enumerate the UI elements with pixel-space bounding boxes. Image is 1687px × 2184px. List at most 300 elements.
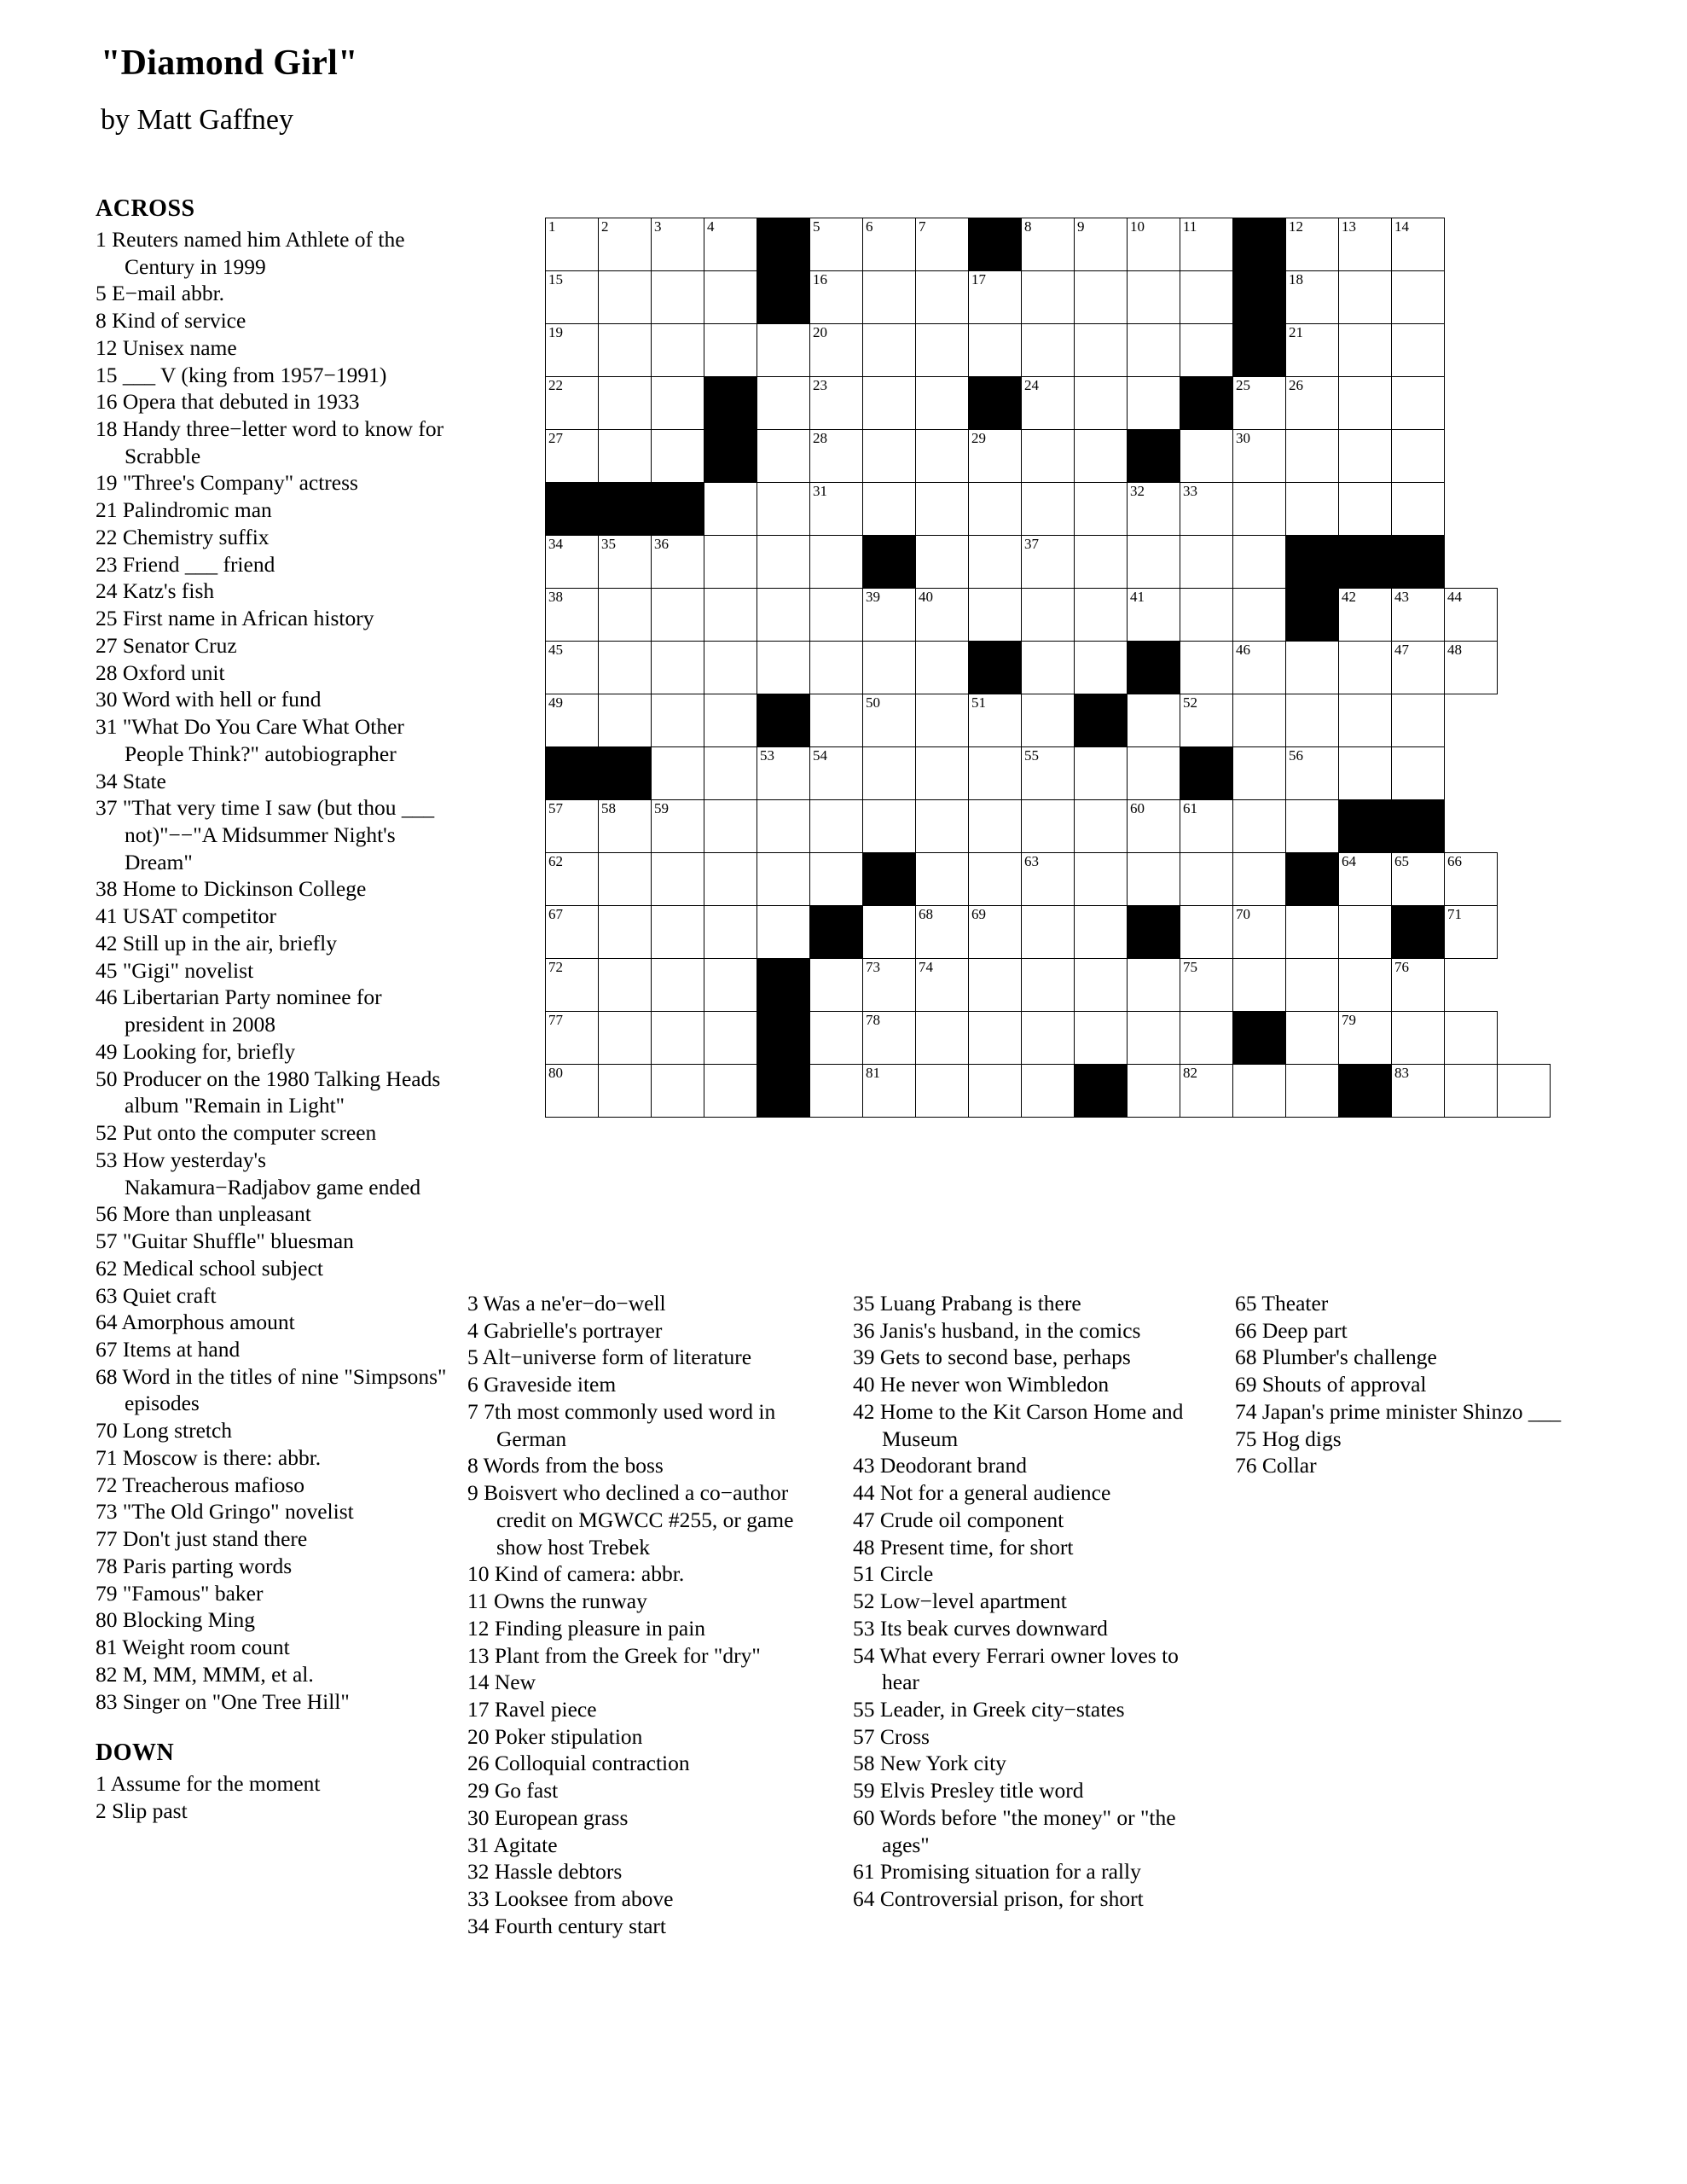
grid-cell[interactable] bbox=[1286, 430, 1339, 483]
grid-cell[interactable] bbox=[810, 1065, 863, 1118]
grid-cell[interactable] bbox=[1128, 853, 1180, 906]
grid-cell[interactable] bbox=[969, 536, 1022, 589]
grid-cell[interactable] bbox=[1128, 377, 1180, 430]
grid-cell[interactable] bbox=[916, 906, 969, 959]
grid-cell[interactable] bbox=[1233, 536, 1286, 589]
grid-cell[interactable] bbox=[1286, 271, 1339, 324]
grid-cell[interactable] bbox=[1339, 589, 1392, 642]
grid-cell[interactable] bbox=[1286, 483, 1339, 536]
grid-cell[interactable] bbox=[1233, 483, 1286, 536]
grid-cell[interactable] bbox=[863, 1065, 916, 1118]
grid-cell-number: 11 bbox=[1183, 218, 1197, 235]
grid-cell[interactable] bbox=[916, 1065, 969, 1118]
grid-cell[interactable] bbox=[599, 271, 652, 324]
grid-cell[interactable] bbox=[546, 694, 599, 747]
grid-cell[interactable] bbox=[1022, 906, 1075, 959]
grid-cell[interactable] bbox=[1339, 377, 1392, 430]
grid-cell[interactable] bbox=[1075, 589, 1128, 642]
grid-cell[interactable] bbox=[1286, 906, 1339, 959]
grid-cell[interactable] bbox=[1022, 536, 1075, 589]
grid-cell[interactable] bbox=[1339, 853, 1392, 906]
grid-cell[interactable] bbox=[1392, 1065, 1445, 1118]
grid-cell[interactable] bbox=[1286, 642, 1339, 694]
clue-number: 26 bbox=[467, 1751, 495, 1776]
grid-cell[interactable] bbox=[1180, 853, 1233, 906]
grid-cell[interactable] bbox=[1128, 747, 1180, 800]
grid-cell[interactable] bbox=[704, 483, 757, 536]
grid-cell[interactable] bbox=[1075, 747, 1128, 800]
grid-cell[interactable] bbox=[757, 853, 810, 906]
grid-cell[interactable] bbox=[916, 642, 969, 694]
grid-cell[interactable] bbox=[1180, 1065, 1233, 1118]
grid-cell[interactable] bbox=[1180, 800, 1233, 853]
clue-number: 46 bbox=[96, 985, 123, 1010]
grid-cell[interactable] bbox=[652, 906, 704, 959]
clue-number: 64 bbox=[853, 1886, 880, 1912]
clue-number: 60 bbox=[853, 1804, 880, 1830]
grid-cell[interactable] bbox=[916, 430, 969, 483]
grid-cell[interactable] bbox=[1339, 430, 1392, 483]
grid-cell[interactable] bbox=[652, 589, 704, 642]
grid-cell[interactable] bbox=[810, 959, 863, 1012]
clue-text: "The Old Gringo" novelist bbox=[122, 1499, 354, 1525]
clue-text: Deodorant brand bbox=[879, 1453, 1027, 1478]
grid-cell[interactable] bbox=[1022, 959, 1075, 1012]
grid-cell[interactable] bbox=[1022, 483, 1075, 536]
grid-cell[interactable] bbox=[1339, 483, 1392, 536]
grid-cell[interactable] bbox=[969, 324, 1022, 377]
grid-cell[interactable] bbox=[863, 218, 916, 271]
grid-cell[interactable] bbox=[1180, 589, 1233, 642]
grid-cell[interactable] bbox=[1022, 747, 1075, 800]
grid-cell[interactable] bbox=[810, 694, 863, 747]
grid-cell[interactable] bbox=[1445, 642, 1498, 694]
grid-cell[interactable] bbox=[1445, 853, 1498, 906]
grid-cell[interactable] bbox=[1022, 1012, 1075, 1065]
grid-cell[interactable] bbox=[757, 483, 810, 536]
grid-cell[interactable] bbox=[863, 800, 916, 853]
grid-cell[interactable] bbox=[1180, 1012, 1233, 1065]
grid-cell[interactable] bbox=[1180, 536, 1233, 589]
grid-cell[interactable] bbox=[1339, 694, 1392, 747]
grid-cell[interactable] bbox=[1180, 430, 1233, 483]
grid-cell[interactable] bbox=[546, 642, 599, 694]
grid-cell[interactable] bbox=[810, 271, 863, 324]
grid-cell-number: 30 bbox=[1236, 430, 1250, 446]
grid-cell[interactable] bbox=[1180, 642, 1233, 694]
grid-cell[interactable] bbox=[969, 430, 1022, 483]
grid-cell[interactable] bbox=[1075, 959, 1128, 1012]
grid-cell[interactable] bbox=[704, 959, 757, 1012]
grid-cell[interactable] bbox=[1075, 853, 1128, 906]
grid-cell[interactable] bbox=[757, 589, 810, 642]
grid-cell[interactable] bbox=[1498, 1065, 1551, 1118]
grid-cell[interactable] bbox=[599, 959, 652, 1012]
clue-number: 68 bbox=[1235, 1345, 1262, 1370]
grid-cell[interactable] bbox=[1180, 906, 1233, 959]
grid-cell[interactable] bbox=[1286, 1065, 1339, 1118]
grid-cell[interactable] bbox=[757, 642, 810, 694]
grid-cell[interactable] bbox=[546, 906, 599, 959]
grid-cell[interactable] bbox=[599, 853, 652, 906]
grid-cell[interactable] bbox=[546, 324, 599, 377]
grid-cell-number: 19 bbox=[548, 324, 563, 340]
grid-cell[interactable] bbox=[1075, 430, 1128, 483]
grid-cell[interactable] bbox=[1392, 483, 1445, 536]
grid-cell[interactable] bbox=[969, 747, 1022, 800]
grid-cell[interactable] bbox=[1445, 906, 1498, 959]
grid-cell[interactable] bbox=[704, 694, 757, 747]
grid-cell[interactable] bbox=[757, 800, 810, 853]
grid-cell[interactable] bbox=[969, 483, 1022, 536]
grid-cell[interactable] bbox=[652, 1065, 704, 1118]
grid-cell[interactable] bbox=[1075, 1012, 1128, 1065]
grid-cell[interactable] bbox=[916, 218, 969, 271]
clue-number: 52 bbox=[96, 1120, 123, 1146]
grid-cell[interactable] bbox=[1392, 324, 1445, 377]
grid-cell[interactable] bbox=[1392, 377, 1445, 430]
grid-cell[interactable] bbox=[1128, 324, 1180, 377]
grid-cell[interactable] bbox=[652, 1012, 704, 1065]
grid-cell[interactable] bbox=[1233, 642, 1286, 694]
grid-cell[interactable] bbox=[652, 959, 704, 1012]
grid-cell[interactable] bbox=[863, 959, 916, 1012]
grid-cell[interactable] bbox=[916, 377, 969, 430]
grid-cell[interactable] bbox=[916, 1012, 969, 1065]
grid-cell[interactable] bbox=[1180, 271, 1233, 324]
grid-cell[interactable] bbox=[810, 642, 863, 694]
grid-cell[interactable] bbox=[599, 536, 652, 589]
grid-cell[interactable] bbox=[810, 218, 863, 271]
grid-cell-block bbox=[1286, 536, 1339, 589]
grid-cell[interactable] bbox=[863, 430, 916, 483]
grid-cell[interactable] bbox=[546, 271, 599, 324]
grid-cell[interactable] bbox=[810, 430, 863, 483]
grid-cell[interactable] bbox=[1233, 1065, 1286, 1118]
grid-cell[interactable] bbox=[1022, 800, 1075, 853]
grid-cell[interactable] bbox=[810, 1012, 863, 1065]
grid-cell[interactable] bbox=[969, 694, 1022, 747]
grid-cell[interactable] bbox=[863, 377, 916, 430]
clue-text: Reuters named him Athlete of the Century in 1999 bbox=[112, 226, 405, 279]
grid-cell[interactable] bbox=[1075, 271, 1128, 324]
grid-cell[interactable] bbox=[863, 324, 916, 377]
clue-text: Home to the Kit Carson Home and Museum bbox=[879, 1398, 1184, 1451]
grid-cell[interactable] bbox=[599, 430, 652, 483]
grid-cell[interactable] bbox=[810, 483, 863, 536]
clue-text: Slip past bbox=[112, 1798, 188, 1823]
grid-cell[interactable] bbox=[1339, 218, 1392, 271]
grid-cell[interactable] bbox=[652, 218, 704, 271]
grid-cell[interactable] bbox=[1339, 959, 1392, 1012]
grid-cell[interactable] bbox=[1392, 959, 1445, 1012]
grid-cell[interactable] bbox=[863, 694, 916, 747]
grid-cell[interactable] bbox=[757, 747, 810, 800]
grid-cell[interactable] bbox=[652, 642, 704, 694]
grid-cell[interactable] bbox=[757, 536, 810, 589]
grid-cell[interactable] bbox=[1128, 271, 1180, 324]
grid-cell[interactable] bbox=[704, 589, 757, 642]
grid-cell[interactable] bbox=[1286, 218, 1339, 271]
grid-cell[interactable] bbox=[652, 271, 704, 324]
grid-cell[interactable] bbox=[1339, 906, 1392, 959]
grid-cell[interactable] bbox=[599, 589, 652, 642]
grid-cell[interactable] bbox=[1392, 218, 1445, 271]
grid-cell[interactable] bbox=[916, 271, 969, 324]
grid-cell[interactable] bbox=[546, 1065, 599, 1118]
grid-cell[interactable] bbox=[1392, 694, 1445, 747]
grid-cell[interactable] bbox=[704, 906, 757, 959]
clue-number: 7 bbox=[467, 1398, 484, 1424]
grid-cell[interactable] bbox=[1286, 1012, 1339, 1065]
grid-cell[interactable] bbox=[969, 853, 1022, 906]
across-clue bbox=[96, 1066, 454, 1119]
grid-cell[interactable] bbox=[1286, 959, 1339, 1012]
grid-cell[interactable] bbox=[704, 324, 757, 377]
grid-cell[interactable] bbox=[1339, 642, 1392, 694]
grid-cell[interactable] bbox=[546, 430, 599, 483]
grid-cell[interactable] bbox=[599, 218, 652, 271]
across-clue bbox=[96, 1282, 454, 1310]
grid-cell[interactable] bbox=[599, 800, 652, 853]
grid-cell[interactable] bbox=[863, 271, 916, 324]
grid-cell[interactable] bbox=[704, 642, 757, 694]
grid-cell[interactable] bbox=[916, 694, 969, 747]
grid-cell[interactable] bbox=[652, 853, 704, 906]
grid-cell[interactable] bbox=[652, 377, 704, 430]
grid-cell[interactable] bbox=[1128, 589, 1180, 642]
grid-cell[interactable] bbox=[1339, 1012, 1392, 1065]
grid-cell[interactable] bbox=[1022, 642, 1075, 694]
grid-cell[interactable] bbox=[704, 1012, 757, 1065]
grid-cell[interactable] bbox=[704, 853, 757, 906]
grid-cell[interactable] bbox=[1233, 589, 1286, 642]
grid-cell[interactable] bbox=[652, 430, 704, 483]
grid-cell[interactable] bbox=[969, 800, 1022, 853]
grid-cell[interactable] bbox=[704, 800, 757, 853]
grid-cell[interactable] bbox=[1233, 853, 1286, 906]
across-clue bbox=[96, 984, 454, 1037]
grid-cell[interactable] bbox=[1339, 747, 1392, 800]
grid-cell[interactable] bbox=[652, 324, 704, 377]
grid-cell-number: 44 bbox=[1447, 589, 1462, 605]
grid-cell[interactable] bbox=[1128, 536, 1180, 589]
grid-cell[interactable] bbox=[652, 536, 704, 589]
grid-cell[interactable] bbox=[1233, 800, 1286, 853]
grid-cell[interactable] bbox=[916, 853, 969, 906]
grid-cell[interactable] bbox=[704, 747, 757, 800]
grid-cell[interactable] bbox=[1022, 694, 1075, 747]
grid-cell[interactable] bbox=[969, 1012, 1022, 1065]
grid-cell[interactable] bbox=[810, 536, 863, 589]
grid-cell[interactable] bbox=[1445, 1012, 1498, 1065]
grid-cell[interactable] bbox=[863, 1012, 916, 1065]
grid-cell[interactable] bbox=[1392, 589, 1445, 642]
grid-cell[interactable] bbox=[916, 324, 969, 377]
grid-cell[interactable] bbox=[810, 324, 863, 377]
grid-cell[interactable] bbox=[652, 694, 704, 747]
grid-cell[interactable] bbox=[810, 589, 863, 642]
grid-cell[interactable] bbox=[863, 642, 916, 694]
grid-cell-number: 49 bbox=[548, 694, 563, 711]
grid-cell[interactable] bbox=[1180, 694, 1233, 747]
grid-cell[interactable] bbox=[1233, 430, 1286, 483]
grid-cell[interactable] bbox=[1392, 853, 1445, 906]
grid-cell[interactable] bbox=[546, 1012, 599, 1065]
grid-cell[interactable] bbox=[1022, 377, 1075, 430]
across-clue bbox=[96, 930, 454, 957]
grid-cell[interactable] bbox=[1445, 1065, 1498, 1118]
grid-cell[interactable] bbox=[599, 1012, 652, 1065]
grid-cell[interactable] bbox=[599, 906, 652, 959]
grid-cell[interactable] bbox=[1022, 430, 1075, 483]
clue-number: 44 bbox=[853, 1480, 880, 1506]
grid-cell[interactable] bbox=[969, 589, 1022, 642]
grid-cell[interactable] bbox=[1339, 324, 1392, 377]
grid-cell[interactable] bbox=[599, 694, 652, 747]
grid-cell[interactable] bbox=[916, 483, 969, 536]
grid-cell[interactable] bbox=[1445, 589, 1498, 642]
grid-cell[interactable] bbox=[1233, 906, 1286, 959]
grid-cell[interactable] bbox=[546, 800, 599, 853]
grid-cell-number: 52 bbox=[1183, 694, 1197, 711]
grid-cell[interactable] bbox=[704, 1065, 757, 1118]
grid-cell[interactable] bbox=[599, 642, 652, 694]
grid-cell[interactable] bbox=[916, 536, 969, 589]
grid-cell[interactable] bbox=[810, 800, 863, 853]
clue-number: 4 bbox=[467, 1317, 484, 1343]
grid-cell[interactable] bbox=[916, 747, 969, 800]
grid-cell[interactable] bbox=[969, 959, 1022, 1012]
clue-number: 65 bbox=[1235, 1291, 1262, 1316]
grid-cell[interactable] bbox=[1128, 959, 1180, 1012]
down-clue bbox=[853, 1642, 1220, 1696]
grid-cell-number: 28 bbox=[813, 430, 827, 446]
grid-cell[interactable] bbox=[1180, 218, 1233, 271]
grid-cell[interactable] bbox=[1392, 1012, 1445, 1065]
grid-cell[interactable] bbox=[652, 747, 704, 800]
grid-cell[interactable] bbox=[1233, 694, 1286, 747]
grid-cell[interactable] bbox=[916, 800, 969, 853]
grid-cell[interactable] bbox=[863, 589, 916, 642]
grid-cell[interactable] bbox=[1128, 694, 1180, 747]
grid-cell[interactable] bbox=[546, 589, 599, 642]
down-clue bbox=[467, 1642, 834, 1670]
down-clue-column-b bbox=[853, 1290, 1220, 1913]
grid-cell[interactable] bbox=[810, 377, 863, 430]
grid-cell[interactable] bbox=[599, 377, 652, 430]
grid-cell-block bbox=[863, 536, 916, 589]
grid-cell[interactable] bbox=[969, 1065, 1022, 1118]
grid-cell[interactable] bbox=[1233, 377, 1286, 430]
grid-cell[interactable] bbox=[810, 747, 863, 800]
crossword-grid-table[interactable] bbox=[545, 218, 1551, 1118]
grid-cell[interactable] bbox=[1180, 959, 1233, 1012]
clue-text: Still up in the air, briefly bbox=[122, 930, 337, 956]
grid-cell[interactable] bbox=[1286, 324, 1339, 377]
grid-cell[interactable] bbox=[1392, 747, 1445, 800]
grid-cell-number: 60 bbox=[1130, 800, 1145, 816]
grid-cell[interactable] bbox=[546, 218, 599, 271]
grid-cell[interactable] bbox=[1286, 747, 1339, 800]
clue-text: Not for a general audience bbox=[879, 1480, 1111, 1506]
grid-cell[interactable] bbox=[757, 324, 810, 377]
grid-cell[interactable] bbox=[704, 218, 757, 271]
grid-cell[interactable] bbox=[1075, 483, 1128, 536]
grid-cell[interactable] bbox=[969, 271, 1022, 324]
grid-cell[interactable] bbox=[1075, 800, 1128, 853]
grid-cell[interactable] bbox=[1128, 483, 1180, 536]
grid-cell[interactable] bbox=[1075, 906, 1128, 959]
grid-cell[interactable] bbox=[546, 853, 599, 906]
grid-cell[interactable] bbox=[916, 959, 969, 1012]
grid-cell[interactable] bbox=[1022, 589, 1075, 642]
grid-cell[interactable] bbox=[810, 853, 863, 906]
grid-cell[interactable] bbox=[1075, 324, 1128, 377]
grid-cell[interactable] bbox=[1392, 642, 1445, 694]
grid-cell[interactable] bbox=[546, 377, 599, 430]
grid-cell[interactable] bbox=[1233, 747, 1286, 800]
grid-cell[interactable] bbox=[1128, 218, 1180, 271]
grid-cell[interactable] bbox=[1022, 218, 1075, 271]
grid-cell[interactable] bbox=[1075, 377, 1128, 430]
grid-cell[interactable] bbox=[1180, 324, 1233, 377]
grid-cell[interactable] bbox=[1075, 218, 1128, 271]
grid-cell[interactable] bbox=[1022, 271, 1075, 324]
grid-cell[interactable] bbox=[546, 959, 599, 1012]
clue-text: Controversial prison, for short bbox=[879, 1886, 1144, 1912]
grid-cell[interactable] bbox=[757, 430, 810, 483]
grid-cell[interactable] bbox=[1022, 853, 1075, 906]
grid-cell[interactable] bbox=[863, 906, 916, 959]
grid-cell[interactable] bbox=[863, 483, 916, 536]
down-clue bbox=[96, 1770, 454, 1798]
grid-cell[interactable] bbox=[1392, 271, 1445, 324]
grid-cell[interactable] bbox=[599, 324, 652, 377]
grid-cell[interactable] bbox=[704, 271, 757, 324]
grid-cell[interactable] bbox=[652, 800, 704, 853]
across-clue bbox=[96, 1444, 454, 1472]
crossword-grid[interactable] bbox=[545, 218, 1551, 1118]
grid-cell[interactable] bbox=[1128, 1012, 1180, 1065]
grid-cell[interactable] bbox=[546, 536, 599, 589]
grid-cell[interactable] bbox=[599, 1065, 652, 1118]
grid-cell[interactable] bbox=[1022, 1065, 1075, 1118]
grid-cell[interactable] bbox=[1075, 642, 1128, 694]
grid-cell[interactable] bbox=[969, 906, 1022, 959]
grid-cell[interactable] bbox=[1392, 430, 1445, 483]
clue-text: Words before "the money" or "the ages" bbox=[879, 1804, 1176, 1857]
grid-cell[interactable] bbox=[863, 747, 916, 800]
grid-cell[interactable] bbox=[1128, 800, 1180, 853]
grid-cell[interactable] bbox=[1128, 1065, 1180, 1118]
grid-cell[interactable] bbox=[1180, 483, 1233, 536]
grid-cell-number: 5 bbox=[813, 218, 820, 235]
grid-cell[interactable] bbox=[1286, 694, 1339, 747]
grid-cell[interactable] bbox=[1233, 959, 1286, 1012]
grid-cell[interactable] bbox=[1286, 377, 1339, 430]
grid-cell-block bbox=[1128, 430, 1180, 483]
grid-cell[interactable] bbox=[1022, 324, 1075, 377]
grid-cell[interactable] bbox=[1339, 271, 1392, 324]
grid-cell[interactable] bbox=[916, 589, 969, 642]
grid-cell[interactable] bbox=[757, 906, 810, 959]
clue-number: 5 bbox=[467, 1345, 483, 1370]
grid-cell[interactable] bbox=[704, 536, 757, 589]
grid-cell[interactable] bbox=[757, 377, 810, 430]
grid-cell[interactable] bbox=[1075, 536, 1128, 589]
grid-cell[interactable] bbox=[1286, 800, 1339, 853]
